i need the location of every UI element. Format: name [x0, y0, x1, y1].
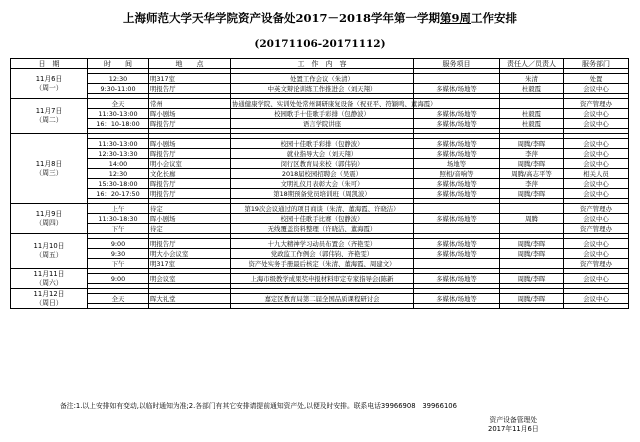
- cell-place: 晖报告厅: [149, 179, 231, 189]
- cell-place: 晖小剧场: [149, 139, 231, 149]
- cell-person: 杜毅霞: [500, 84, 564, 94]
- cell-content: 十九大精神学习动员布置会（齐艳雯）: [231, 239, 414, 249]
- cell-svc: 多媒体/场地等: [414, 149, 500, 159]
- spacer-row: [11, 304, 629, 309]
- signature-block: [488, 416, 539, 434]
- table-row: [11, 259, 629, 269]
- cell-dept: 会议中心: [564, 214, 629, 224]
- table-row: [11, 189, 629, 199]
- cell-person: [500, 259, 564, 269]
- cell-person: [500, 224, 564, 234]
- cell-dept: 资产管理办: [564, 99, 629, 109]
- cell-person: 周腾/李晖: [500, 249, 564, 259]
- cell-dept: 资产管理办: [564, 259, 629, 269]
- cell-time: 12:30: [88, 74, 149, 84]
- day-saturday: 11月11日 （周六）: [11, 269, 88, 289]
- cell-dept: 会议中心: [564, 239, 629, 249]
- cell-time: 9:30-11:00: [88, 84, 149, 94]
- cell-time: 下午: [88, 224, 149, 234]
- cell-person: 周腾/李晖: [500, 139, 564, 149]
- cell-time: 上午: [88, 204, 149, 214]
- cell-person: 李萍: [500, 179, 564, 189]
- cell-time: 14:00: [88, 159, 149, 169]
- cell-time: 12:30: [88, 169, 149, 179]
- day-monday: 11月6日 （周一）: [11, 69, 88, 99]
- cell-dept: 会议中心: [564, 139, 629, 149]
- cell-place: 晖报告厅: [149, 119, 231, 129]
- cell-dept: 相关人员: [564, 169, 629, 179]
- cell-content: 第18期预备党员培训班（周凯波）: [231, 189, 414, 199]
- cell-content: 文明礼仪月表彰大会（朱可）: [231, 179, 414, 189]
- cell-person: 周腾/高志平等: [500, 169, 564, 179]
- cell-dept: 资产管理办: [564, 224, 629, 234]
- footnote: 备注:1.以上安排如有变动,以临时通知为准;2.各部门有其它安排请提前通知资产处,以便及时安排。联系电话39966908 39966106: [60, 402, 457, 410]
- cell-content: 嘉定区教育局第二届全国品质课程研讨会: [231, 294, 414, 304]
- cell-person: [500, 99, 564, 109]
- cell-person: 杜毅霞: [500, 119, 564, 129]
- cell-content: 党政监工作例会（郭伟钧、齐艳雯）: [231, 249, 414, 259]
- cell-dept: 会议中心: [564, 189, 629, 199]
- cell-place: 晖报告厅: [149, 149, 231, 159]
- cell-dept: 会议中心: [564, 249, 629, 259]
- cell-time: 9:00: [88, 274, 149, 284]
- cell-content: 2018届校园招聘会（吴震）: [231, 169, 414, 179]
- cell-dept: 会议中心: [564, 274, 629, 284]
- cell-content: 无线覆盖资料整理（许晓洁、董海霞）: [231, 224, 414, 234]
- header-dept: 服务部门: [564, 59, 629, 69]
- cell-place: 晖小剧场: [149, 109, 231, 119]
- cell-place: 文化长廊: [149, 169, 231, 179]
- signature-org: 资产设备管理处: [489, 416, 538, 424]
- empty-cell: [231, 304, 414, 309]
- cell-content: 校园十佳歌手比赛（包静波）: [231, 214, 414, 224]
- header-person: 责任人／员责人: [500, 59, 564, 69]
- cell-dept: 会议中心: [564, 109, 629, 119]
- day-sunday: 11月12日 （周日）: [11, 289, 88, 309]
- cell-place: 晖大礼堂: [149, 294, 231, 304]
- cell-person: 杜毅霞: [500, 109, 564, 119]
- empty-cell: [88, 304, 149, 309]
- cell-svc: 多媒体/场地等: [414, 274, 500, 284]
- table-row: [11, 274, 629, 284]
- cell-time: 11:30-18:30: [88, 214, 149, 224]
- cell-content: 就业指导大会（刘天翔）: [231, 149, 414, 159]
- date-range: (20171106-20171112): [254, 38, 386, 50]
- cell-content: 上海市级教学成果奖申报材料审定专家指导会(陈新: [231, 274, 414, 284]
- cell-place: 明317室: [149, 259, 231, 269]
- cell-svc: 照相/音响等: [414, 169, 500, 179]
- table-row: [11, 159, 629, 169]
- cell-place: 常州: [149, 99, 231, 109]
- cell-dept: 会议中心: [564, 119, 629, 129]
- header-content: 工 作 内 容: [231, 59, 414, 69]
- cell-time: 11:30-13:00: [88, 139, 149, 149]
- cell-dept: 处置: [564, 74, 629, 84]
- cell-content: 闵行区教育局来校（郭伟钧）: [231, 159, 414, 169]
- empty-cell: [564, 304, 629, 309]
- cell-time: 16：10-18:00: [88, 119, 149, 129]
- table-row: [11, 294, 629, 304]
- day-wednesday: 11月8日 （周三）: [11, 134, 88, 204]
- table-row: [11, 149, 629, 159]
- cell-dept: 会议中心: [564, 84, 629, 94]
- table-row: [11, 249, 629, 259]
- cell-person: 周腾: [500, 214, 564, 224]
- cell-place: 明报告厅: [149, 84, 231, 94]
- cell-content: 协通健康学院、实训处处常州调研康复设备（祝亚平、符颖鸣、董海霞）: [232, 99, 437, 108]
- cell-place: 明大小会议室: [149, 249, 231, 259]
- header-row: [11, 59, 629, 69]
- signature-date: 2017年11月6日: [488, 425, 539, 433]
- cell-place: 待定: [149, 204, 231, 214]
- cell-person: 周腾/李晖: [500, 294, 564, 304]
- cell-time: 12:30-13:30: [88, 149, 149, 159]
- cell-place: 明小会议室: [149, 159, 231, 169]
- cell-content: 语言学院讲座: [231, 119, 414, 129]
- table-row: [11, 99, 629, 109]
- cell-content: 校园十佳歌手彩排（包静波）: [231, 139, 414, 149]
- title-week: 第9周: [440, 11, 472, 25]
- cell-place: 明报告厅: [149, 239, 231, 249]
- cell-time: 9:00: [88, 239, 149, 249]
- cell-person: 周腾/李晖: [500, 239, 564, 249]
- cell-svc: 多媒体/场地等: [414, 139, 500, 149]
- cell-svc: 多媒体/场地等: [414, 179, 500, 189]
- cell-time: 全天: [88, 294, 149, 304]
- cell-content: 第19次会议通过的项目商谈（朱清、董海霞、许晓洁）: [231, 204, 414, 214]
- cell-svc: [414, 259, 500, 269]
- cell-dept: 会议中心: [564, 159, 629, 169]
- cell-time: 全天: [88, 99, 149, 109]
- header-time: 时 间: [88, 59, 149, 69]
- cell-svc: [414, 74, 500, 84]
- cell-dept: 资产管理办: [564, 204, 629, 214]
- cell-svc: 多媒体/场地等: [414, 189, 500, 199]
- cell-svc: 场地等: [414, 159, 500, 169]
- day-tuesday: 11月7日 （周二）: [11, 99, 88, 134]
- day-thursday: 11月9日 （周四）: [11, 204, 88, 234]
- cell-time: 15:30-18:00: [88, 179, 149, 189]
- empty-cell: [500, 304, 564, 309]
- table-row: [11, 239, 629, 249]
- cell-content: 校园歌手十佳歌手彩排（包静波）: [231, 109, 414, 119]
- cell-time: 下午: [88, 259, 149, 269]
- table-row: [11, 204, 629, 214]
- cell-svc: 多媒体/场地等: [414, 109, 500, 119]
- empty-cell: [414, 304, 500, 309]
- empty-cell: [149, 304, 231, 309]
- cell-person: 朱清: [500, 74, 564, 84]
- header-service: 服务项目: [414, 59, 500, 69]
- header-place: 地 点: [149, 59, 231, 69]
- schedule-table: [10, 58, 629, 309]
- cell-person: 李萍: [500, 149, 564, 159]
- cell-svc: 多媒体/场地等: [414, 84, 500, 94]
- cell-content: 中英文辩论训练工作推进会（刘天翔）: [231, 84, 414, 94]
- cell-svc: 多媒体/场地等: [414, 239, 500, 249]
- cell-place: 明会议室: [149, 274, 231, 284]
- cell-time: 16：20-17:50: [88, 189, 149, 199]
- table-row: [11, 119, 629, 129]
- table-row: [11, 169, 629, 179]
- cell-content: 资产处实务手册最后核定（朱清、董海霞、周建文）: [231, 259, 414, 269]
- table-row: [11, 74, 629, 84]
- cell-dept: 会议中心: [564, 149, 629, 159]
- cell-place: 待定: [149, 224, 231, 234]
- header-date: 日 期: [11, 59, 88, 69]
- cell-content: 处置工作会议（朱清）: [231, 74, 414, 84]
- table-row: [11, 179, 629, 189]
- cell-place: 晖小剧场: [149, 214, 231, 224]
- table-row: [11, 139, 629, 149]
- cell-svc: 多媒体/场地等: [414, 214, 500, 224]
- cell-svc: [414, 204, 500, 214]
- cell-svc: 多媒体/场地等: [414, 249, 500, 259]
- table-row: [11, 224, 629, 234]
- cell-svc: [414, 224, 500, 234]
- table-row: [11, 214, 629, 224]
- cell-person: 周腾/李晖: [500, 274, 564, 284]
- cell-svc: 多媒体/场地等: [414, 294, 500, 304]
- cell-place: 明报告厅: [149, 189, 231, 199]
- table-row: [11, 84, 629, 94]
- cell-person: [500, 204, 564, 214]
- cell-time: 11:30-13:00: [88, 109, 149, 119]
- title-suffix: 工作安排: [471, 11, 518, 25]
- cell-time: 9:30: [88, 249, 149, 259]
- cell-svc: 多媒体/场地等: [414, 119, 500, 129]
- cell-dept: 会议中心: [564, 179, 629, 189]
- page-title: [0, 10, 640, 26]
- cell-person: 周腾/李晖: [500, 159, 564, 169]
- table-row: [11, 109, 629, 119]
- cell-place: 明317室: [149, 74, 231, 84]
- cell-person: 周腾/李晖: [500, 189, 564, 199]
- day-friday: 11月10日 （周五）: [11, 234, 88, 269]
- cell-dept: 会议中心: [564, 294, 629, 304]
- title-prefix: 上海师范大学天华学院资产设备处2017－2018学年第一学期: [122, 11, 440, 25]
